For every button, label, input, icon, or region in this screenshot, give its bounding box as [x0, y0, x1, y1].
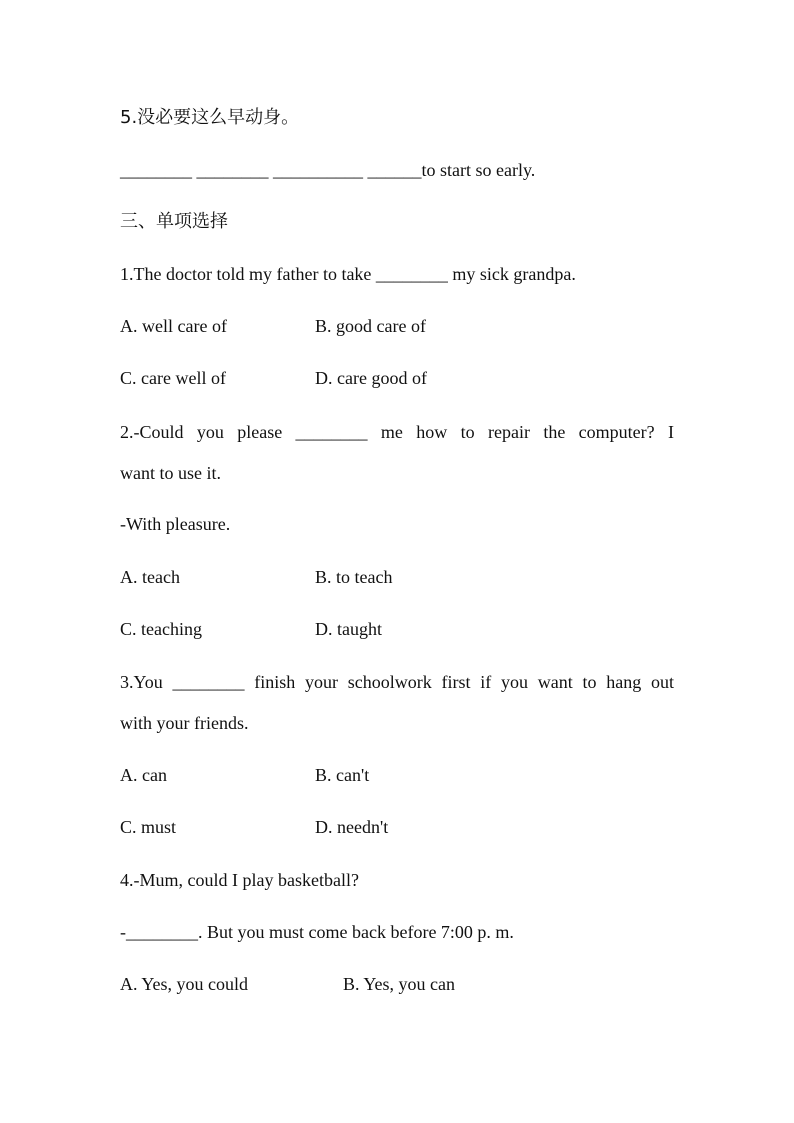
question-1-option-b: B. good care of	[315, 316, 426, 336]
question-3-stem-line-1: 3.You ________ finish your schoolwork first if you want to hang out	[120, 672, 674, 692]
question-1-option-c: C. care well of	[120, 368, 226, 388]
question-3-option-a: A. can	[120, 765, 167, 785]
question-1-option-a: A. well care of	[120, 316, 227, 336]
question-2-stem-line-2: want to use it.	[120, 463, 221, 483]
question-1-stem: 1.The doctor told my father to take ________ my sick grandpa.	[120, 264, 576, 284]
question-3-option-b: B. can't	[315, 765, 370, 785]
translation-prompt: 5.没必要这么早动身。	[120, 107, 300, 128]
question-3-option-d: D. needn't	[315, 817, 389, 837]
question-3-option-c: C. must	[120, 817, 177, 837]
question-2-option-a: A. teach	[120, 567, 180, 587]
question-4-option-a: A. Yes, you could	[120, 974, 249, 994]
section-title: 三、单项选择	[120, 211, 228, 232]
question-2-stem-line-1: 2.-Could you please ________ me how to repair the computer? I	[120, 422, 674, 442]
question-4-stem: 4.-Mum, could I play basketball?	[120, 870, 359, 890]
question-2-reply: -With pleasure.	[120, 514, 231, 534]
question-3-stem-line-2: with your friends.	[120, 713, 249, 733]
question-4-reply: -________. But you must come back before 7:00 p. m.	[120, 922, 514, 942]
question-2-option-d: D. taught	[315, 619, 382, 639]
question-1-option-d: D. care good of	[315, 368, 427, 388]
question-4-option-b: B. Yes, you can	[343, 974, 456, 994]
translation-answer-line: ________ ________ __________ ______to start so early.	[120, 160, 536, 180]
question-2-option-c: C. teaching	[120, 619, 202, 639]
question-2-option-b: B. to teach	[315, 567, 393, 587]
